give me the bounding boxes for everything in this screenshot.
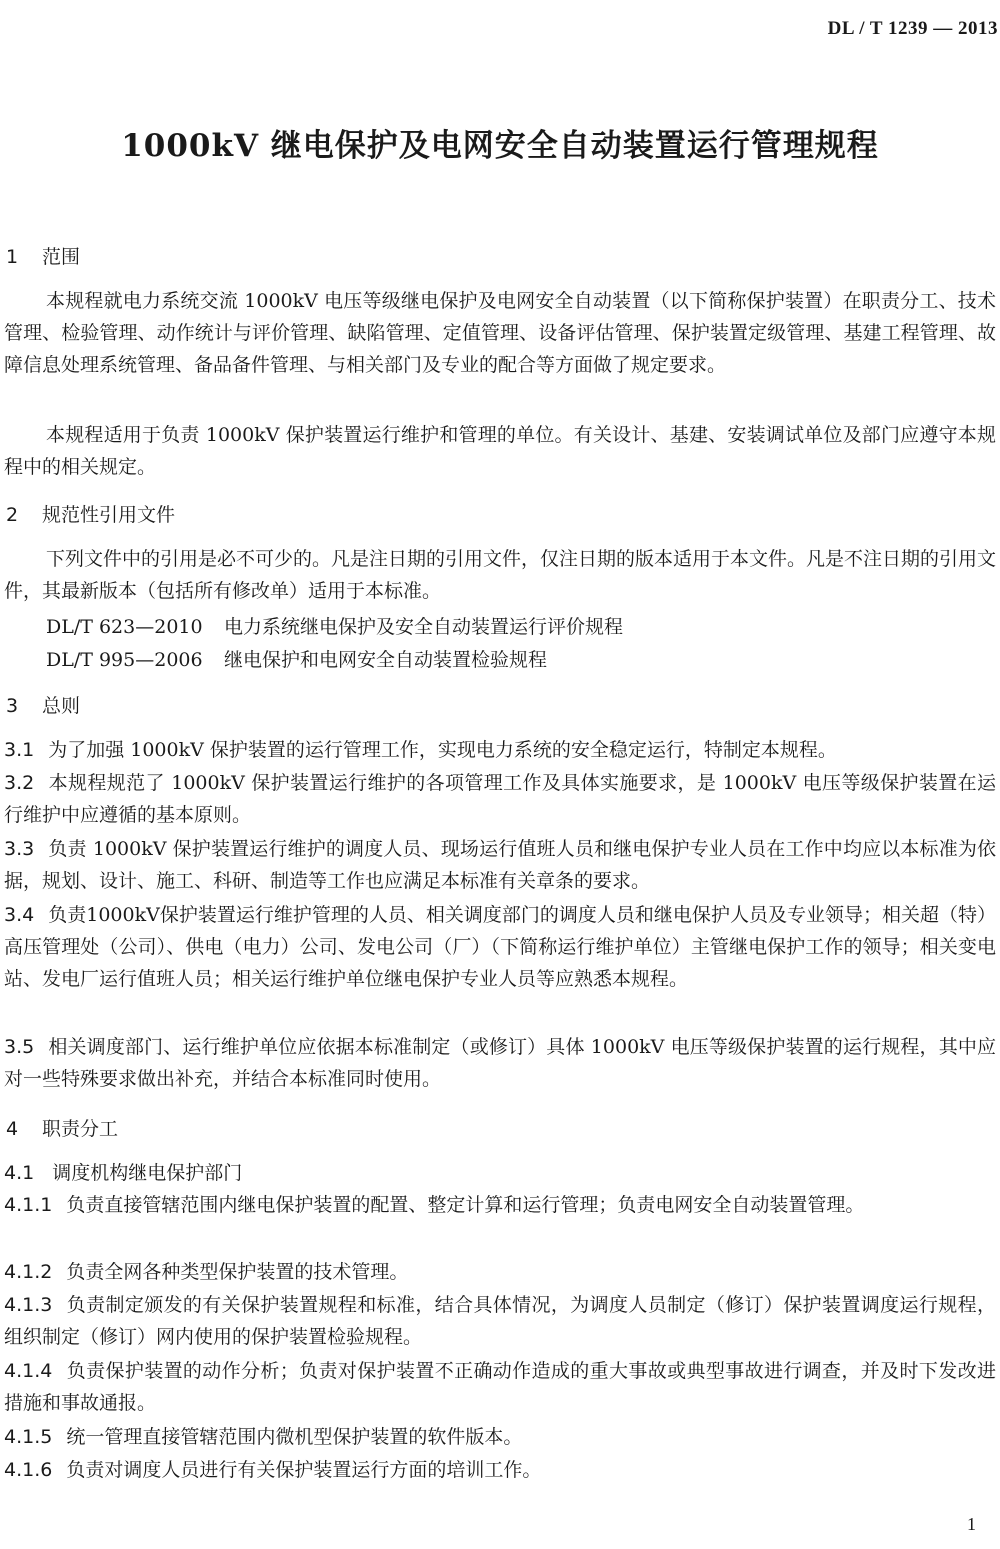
- clause-text: 统一管理直接管辖范围内微机型保护装置的软件版本。: [66, 1426, 523, 1448]
- clause-number: 4.1.2: [4, 1261, 53, 1283]
- section-1-paragraph-2: 本规程适用于负责 1000kV 保护装置运行维护和管理的单位。有关设计、基建、安装调试单位及部门应遵守本规程中的相关规定。: [4, 424, 996, 478]
- section-title: 规范性引用文件: [42, 504, 176, 526]
- clause-number: 3.1: [4, 739, 35, 761]
- section-3-heading: [6, 691, 80, 718]
- section-number: 3: [6, 695, 19, 717]
- clause-text: 本规程规范了 1000kV 保护装置运行维护的各项管理工作及具体实施要求，是 1000kV 电压等级保护装置在运行维护中应遵循的基本原则。: [4, 772, 996, 826]
- reference-title: 继电保护和电网安全自动装置检验规程: [224, 649, 548, 671]
- clause-4-1-2: [4, 1256, 996, 1288]
- clause-number: 3.4: [4, 904, 35, 926]
- clause-number: 3.3: [4, 838, 35, 860]
- clause-4-1-6: [4, 1454, 996, 1486]
- section-title: 总则: [42, 695, 81, 717]
- clause-3-2: [4, 767, 996, 831]
- section-number: 2: [6, 504, 19, 526]
- document-title: 1000kV 继电保护及电网安全自动装置运行管理规程: [121, 128, 879, 164]
- clause-3-4: [4, 899, 996, 995]
- clause-text: 负责对调度人员进行有关保护装置运行方面的培训工作。: [66, 1459, 542, 1481]
- subsection-number: 4.1: [4, 1162, 35, 1184]
- clause-text: 负责 1000kV 保护装置运行维护的调度人员、现场运行值班人员和继电保护专业人员在工作中均应以本标准为依据，规划、设计、施工、科研、制造等工作也应满足本标准有关章条的要求。: [4, 838, 996, 892]
- reference-title: 电力系统继电保护及安全自动装置运行评价规程: [224, 616, 624, 638]
- clause-3-3: [4, 833, 996, 897]
- clause-4-1-5: [4, 1421, 996, 1453]
- section-1-heading: [6, 242, 80, 269]
- clause-text: 负责制定颁发的有关保护装置规程和标准，结合具体情况，为调度人员制定（修订）保护装置调度运行规程，组织制定（修订）网内使用的保护装置检验规程。: [4, 1294, 996, 1348]
- clause-4-1-4: [4, 1355, 996, 1419]
- clause-text: 负责全网各种类型保护装置的技术管理。: [66, 1261, 409, 1283]
- section-1-paragraph-1: 本规程就电力系统交流 1000kV 电压等级继电保护及电网安全自动装置（以下简称保护装置）在职责分工、技术管理、检验管理、动作统计与评价管理、缺陷管理、定值管理、设备评估管理、保护装置定级管理、基建工程管理、故障信息处理系统管理、备品备件管理、与相关部门及专业的配合等方面做了规定要求。: [4, 290, 996, 376]
- section-2-heading: [6, 500, 175, 527]
- clause-3-1: [4, 734, 996, 766]
- clause-number: 4.1.6: [4, 1459, 53, 1481]
- clause-number: 3.2: [4, 772, 35, 794]
- clause-4-1-1: [4, 1189, 996, 1221]
- clause-number: 4.1.5: [4, 1426, 53, 1448]
- section-title: 职责分工: [42, 1118, 119, 1140]
- clause-number: 3.5: [4, 1036, 35, 1058]
- clause-text: 相关调度部门、运行维护单位应依据本标准制定（或修订）具体 1000kV 电压等级保护装置的运行规程，其中应对一些特殊要求做出补充，并结合本标准同时使用。: [4, 1036, 996, 1090]
- reference-code: DL/T 623—2010: [46, 616, 203, 638]
- clause-number: 4.1.3: [4, 1294, 53, 1316]
- reference-item: [46, 645, 547, 672]
- clause-text: 负责保护装置的动作分析；负责对保护装置不正确动作造成的重大事故或典型事故进行调查，并及时下发改进措施和事故通报。: [4, 1360, 996, 1414]
- standard-code-header: DL / T 1239 — 2013: [827, 18, 998, 39]
- clause-3-5: [4, 1031, 996, 1095]
- clause-number: 4.1.1: [4, 1194, 53, 1216]
- clause-number: 4.1.4: [4, 1360, 53, 1382]
- section-4-heading: [6, 1114, 118, 1141]
- reference-code: DL/T 995—2006: [46, 649, 203, 671]
- section-2-paragraph-1: 下列文件中的引用是必不可少的。凡是注日期的引用文件，仅注日期的版本适用于本文件。凡是不注日期的引用文件，其最新版本（包括所有修改单）适用于本标准。: [4, 548, 997, 602]
- clause-text: 负责直接管辖范围内继电保护装置的配置、整定计算和运行管理；负责电网安全自动装置管理。: [66, 1194, 865, 1216]
- section-number: 1: [6, 246, 19, 268]
- reference-item: [46, 612, 623, 639]
- subsection-title: 调度机构继电保护部门: [52, 1162, 243, 1184]
- section-number: 4: [6, 1118, 19, 1140]
- section-title: 范围: [42, 246, 81, 268]
- clause-text: 为了加强 1000kV 保护装置的运行管理工作，实现电力系统的安全稳定运行，特制定本规程。: [48, 739, 837, 761]
- clause-text: 负责1000kV保护装置运行维护管理的人员、相关调度部门的调度人员和继电保护人员及专业领导；相关超（特）高压管理处（公司）、供电（电力）公司、发电公司（厂）（下简称运行维护单位）主管继电保护工作的领导；相关变电站、发电厂运行值班人员；相关运行维护单位继电保护专业人员等应熟悉本规程。: [4, 904, 996, 990]
- subsection-4-1-heading: [4, 1158, 242, 1185]
- clause-4-1-3: [4, 1289, 996, 1353]
- page-number: 1: [967, 1514, 976, 1534]
